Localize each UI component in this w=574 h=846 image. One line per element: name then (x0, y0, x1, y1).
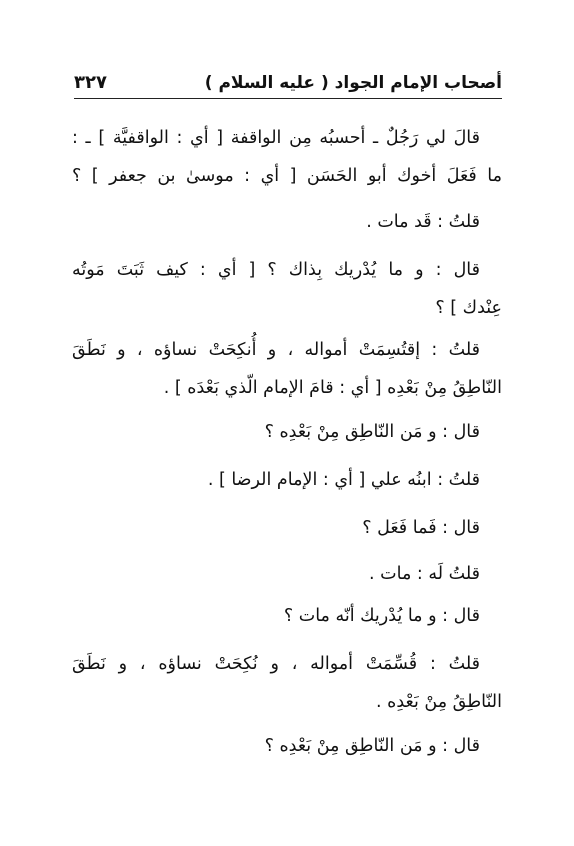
paragraph-9 (72, 602, 502, 630)
running-header-title: أصحاب الإمام الجواد ( عليه السلام ) (204, 73, 502, 93)
paragraph-line: قال : و مَن النّاطِق مِنْ بَعْدِه ؟ (264, 422, 480, 442)
paragraph-line: عِنْدك ] ؟ (435, 298, 502, 318)
paragraph-line: قال : و ما يُدْريك بِذاك ؟ [ أي : كيف ثَبَتَ مَوتُه (72, 260, 480, 280)
paragraph-line: قال : فَما فَعَل ؟ (362, 518, 480, 538)
paragraph-line: قلتُ : إقتُسِمَتْ أمواله ، و أُنكِحَتْ نساؤه ، و نَطَقَ (72, 340, 480, 360)
paragraph-line: النّاطِقُ مِنْ بَعْدِه [ أي : قامَ الإمام الّذي بَعْدَه ] . (163, 378, 502, 398)
paragraph-line: قلتُ لَه : مات . (369, 564, 480, 584)
paragraph-11 (72, 732, 502, 760)
paragraph-line: قلتُ : ابنُه علي [ أي : الإمام الرضا ] . (207, 470, 480, 490)
paragraph-6 (72, 466, 502, 494)
paragraph-2 (72, 208, 502, 236)
paragraph-7 (72, 514, 502, 542)
paragraph-5 (72, 418, 502, 446)
paragraph-line: النّاطِقُ مِنْ بَعْدِه . (376, 692, 502, 712)
running-header (74, 68, 502, 99)
paragraph-line: قال : و مَن النّاطِق مِنْ بَعْدِه ؟ (264, 736, 480, 756)
paragraph-line: قالَ لي رَجُلٌ ـ أحسبُه مِن الواقفة [ أي : الواقفيَّة ] ـ : (72, 128, 480, 148)
page-number: ٣٢٧ (74, 72, 107, 93)
paragraph-3 (72, 256, 502, 322)
paragraph-4 (72, 336, 502, 402)
paragraph-10 (72, 650, 502, 716)
paragraph-line: قلتُ : قَد مات . (366, 212, 480, 232)
paragraph-8 (72, 560, 502, 588)
paragraph-line: قال : و ما يُدْريك أنّه مات ؟ (283, 606, 480, 626)
paragraph-1 (72, 124, 502, 190)
paragraph-line: قلتُ : قُسِّمَتْ أمواله ، و نُكِحَتْ نساؤه ، و نَطَقَ (72, 654, 480, 674)
paragraph-line: ما فَعَلَ أخوك أبو الحَسَن [ أي : موسىٰ بن جعفر ] ؟ (72, 166, 502, 186)
